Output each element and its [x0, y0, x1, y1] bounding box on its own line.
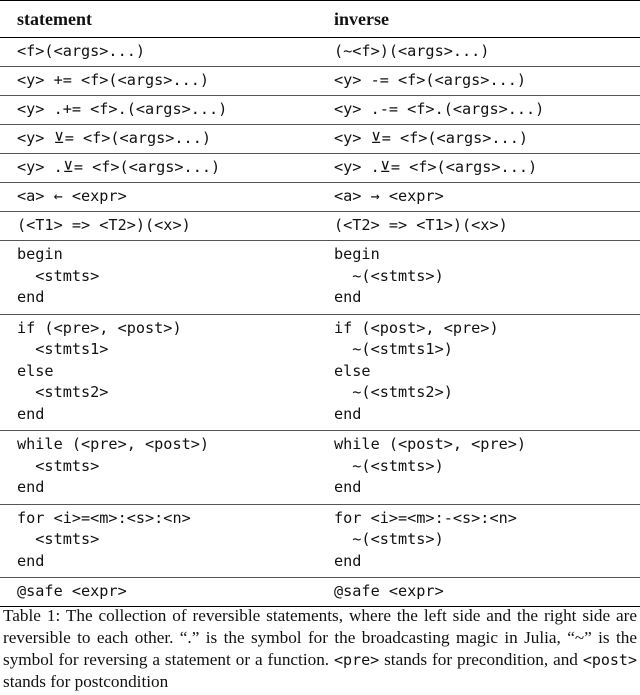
code-line: @safe <expr>	[17, 582, 127, 600]
code-line: ~(<stmts>)	[334, 530, 444, 548]
code-line: (<T2> => <T1>)(<x>)	[334, 216, 508, 234]
code-line: <y> .+= <f>.(<args>...)	[17, 100, 228, 118]
code-line: for <i>=<m>:-<s>:<n>	[334, 508, 517, 527]
statement-cell	[17, 581, 127, 603]
statement-cell	[17, 508, 191, 573]
code-line: <y> ⊻= <f>(<args>...)	[17, 129, 211, 147]
code-line: end	[334, 288, 362, 306]
table-row	[0, 315, 640, 432]
code-line: <y> .⊻= <f>(<args>...)	[17, 158, 221, 176]
code-line: end	[17, 288, 45, 306]
table-caption	[3, 605, 637, 693]
caption-text: stands for precondition, and	[379, 650, 583, 669]
code-line: while (<pre>, <post>)	[17, 435, 210, 453]
code-line: <y> .-= <f>.(<args>...)	[334, 100, 545, 118]
inverse-cell	[334, 70, 526, 92]
statement-cell	[17, 41, 145, 63]
code-line: (<T1> => <T2>)(<x>)	[17, 216, 191, 234]
code-line: <y> -= <f>(<args>...)	[334, 71, 527, 89]
inverse-cell	[334, 244, 444, 309]
code-line: <y> ⊻= <f>(<args>...)	[334, 129, 528, 147]
table-header	[0, 0, 640, 38]
code-line: <stmts>	[17, 266, 100, 285]
caption-pre-code: <pre>	[334, 651, 380, 669]
code-line: else	[17, 361, 54, 380]
code-line: <stmts>	[17, 456, 100, 475]
code-line: <y> .⊻= <f>(<args>...)	[334, 158, 538, 176]
table-row	[0, 212, 640, 241]
table-row	[0, 38, 640, 67]
inverse-cell	[334, 157, 537, 179]
inverse-cell	[334, 99, 544, 121]
inverse-cell	[334, 186, 444, 208]
code-line: end	[334, 404, 362, 423]
statement-cell	[17, 157, 220, 179]
code-line: begin	[17, 245, 63, 263]
code-line: ~(<stmts>)	[334, 266, 444, 285]
statement-cell	[17, 99, 227, 121]
inverse-cell	[334, 215, 508, 237]
code-line: end	[17, 404, 45, 423]
statement-cell	[17, 244, 99, 309]
statement-cell	[17, 215, 191, 237]
inverse-cell	[334, 41, 489, 63]
code-line: while (<post>, <pre>)	[334, 435, 527, 453]
table-row	[0, 67, 640, 96]
code-line: end	[17, 551, 45, 570]
table-row	[0, 154, 640, 183]
code-line: else	[334, 361, 371, 380]
code-line: <stmts>	[17, 530, 100, 548]
table-body	[0, 38, 640, 607]
caption-post-code: <post>	[582, 651, 637, 669]
inverse-cell	[334, 318, 499, 426]
code-line: <a> → <expr>	[334, 187, 444, 205]
code-line: <f>(<args>...)	[17, 42, 146, 60]
code-line: (~<f>)(<args>...)	[334, 42, 490, 60]
inverse-cell	[334, 434, 526, 499]
code-line: ~(<stmts2>)	[334, 383, 453, 401]
code-line: ~(<stmts1>)	[334, 340, 453, 358]
statement-cell	[17, 128, 211, 150]
table-row	[0, 96, 640, 125]
code-line: <y> += <f>(<args>...)	[17, 71, 210, 89]
inverse-cell	[334, 508, 517, 573]
code-line: end	[334, 478, 362, 496]
code-line: end	[334, 551, 362, 570]
table-row	[0, 505, 640, 579]
inverse-cell	[334, 128, 528, 150]
inverse-cell	[334, 581, 444, 603]
code-line: if (<pre>, <post>)	[17, 318, 182, 337]
header-statement: statement	[17, 9, 92, 29]
table-row	[0, 578, 640, 607]
statement-cell	[17, 318, 182, 426]
caption-text: Table 1: The collection of reversible statements, where the left side and the right side are reversible to each other. “.” is the symbol for the broadcasting magic in Julia, “~” is the symbol for reversing a statement or a function.	[3, 606, 637, 669]
caption-text: stands for postcondition	[3, 672, 169, 691]
statement-cell	[17, 434, 209, 499]
code-line: <a> ← <expr>	[17, 187, 127, 205]
code-line: @safe <expr>	[334, 582, 444, 600]
code-line: end	[17, 478, 45, 496]
table-row	[0, 241, 640, 315]
header-inverse: inverse	[334, 9, 389, 29]
code-line: for <i>=<m>:<s>:<n>	[17, 508, 191, 527]
code-line: <stmts1>	[17, 340, 109, 358]
table-row	[0, 183, 640, 212]
statement-cell	[17, 70, 209, 92]
code-line: begin	[334, 245, 380, 263]
code-line: ~(<stmts>)	[334, 456, 444, 475]
statement-cell	[17, 186, 127, 208]
table-row	[0, 431, 640, 505]
table-row	[0, 125, 640, 154]
code-line: <stmts2>	[17, 383, 109, 401]
code-line: if (<post>, <pre>)	[334, 318, 499, 337]
